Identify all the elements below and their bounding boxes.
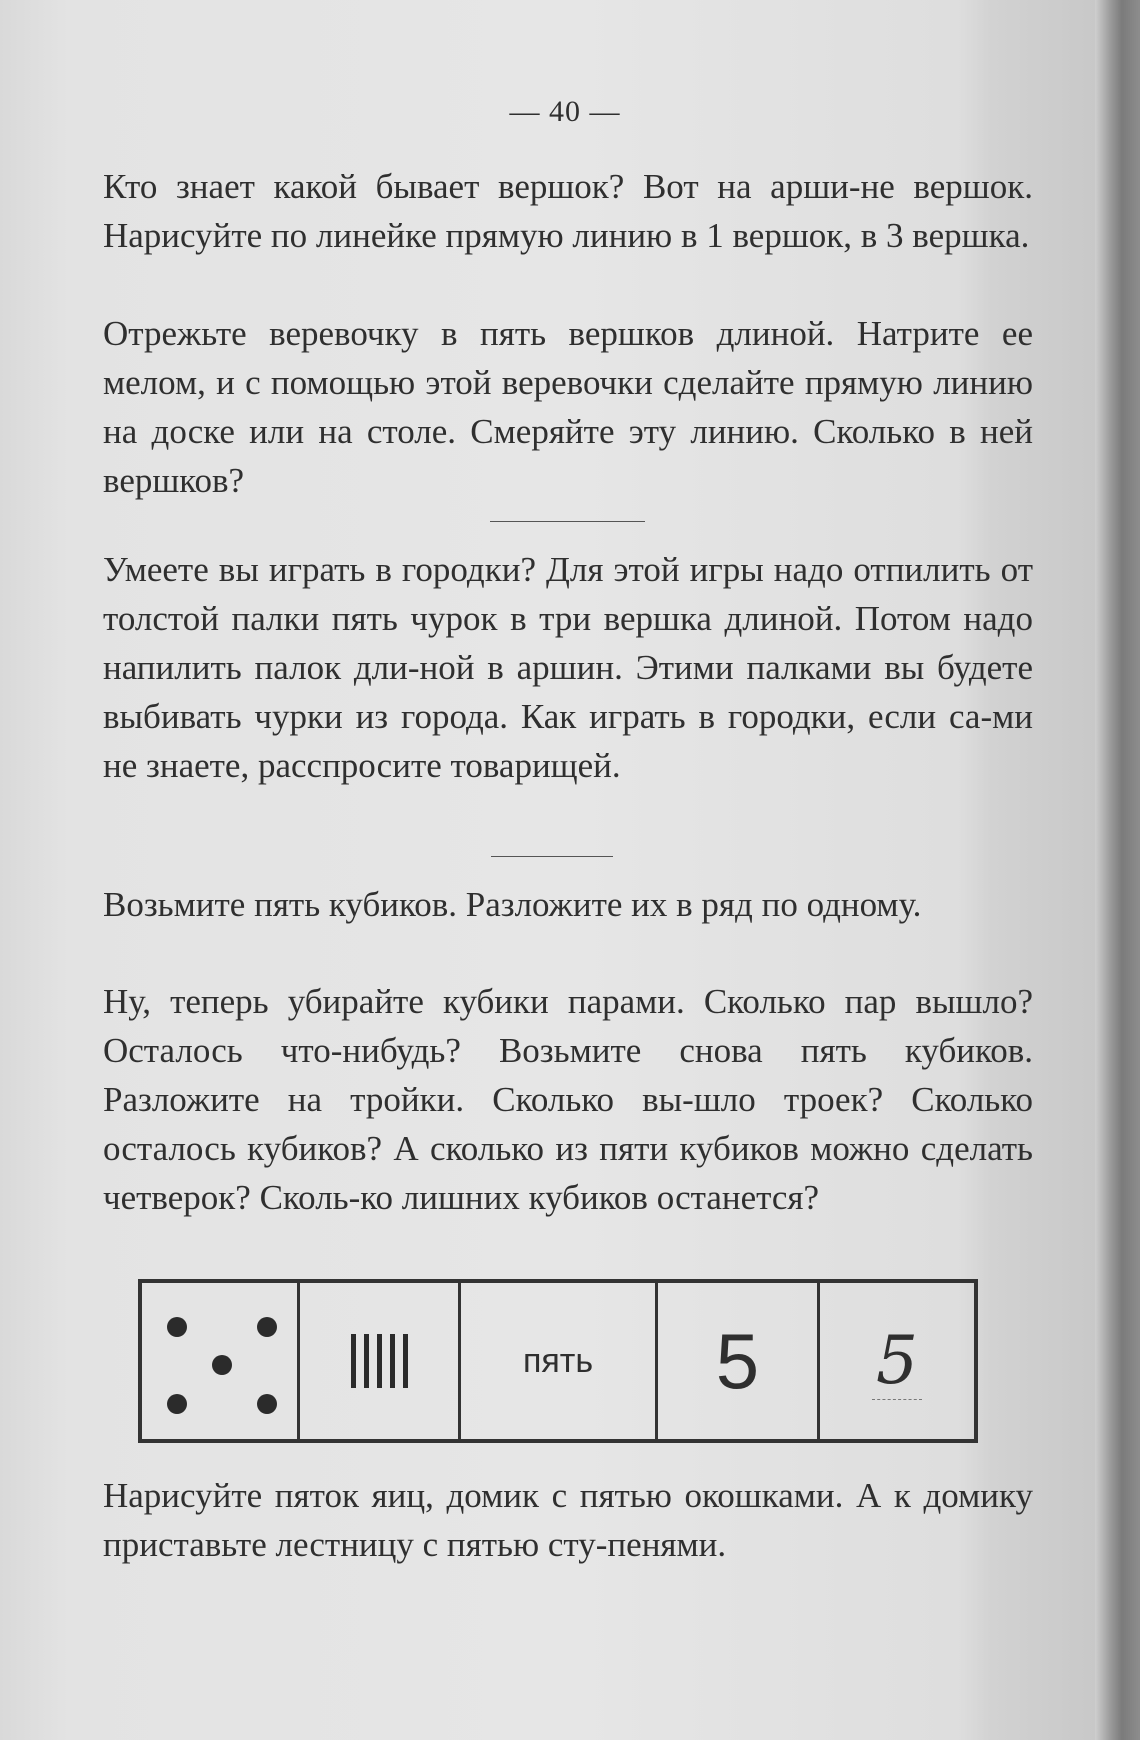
paragraph-drawing-task: Нарисуйте пяток яиц, домик с пятью окошками. А к домику приставьте лестницу с пятью сту-пенями. — [103, 1476, 1033, 1564]
section-divider — [491, 856, 613, 857]
page-number: — 40 — — [509, 95, 621, 128]
paragraph-gorodki: Умеете вы играть в городки? Для этой игры надо отпилить от толстой палки пять чурок в три вершка длиной. Потом надо напилить палок дли-ной в аршин. Этими палками вы будете выбивать чурки из города. Как играть в городки, если са-ми не знаете, расспросите товарищей. — [103, 550, 1033, 785]
dice-dot — [257, 1394, 277, 1414]
word-cell — [461, 1283, 658, 1439]
page-edge-shadow — [1095, 0, 1140, 1740]
printed-numeral-cell — [658, 1283, 820, 1439]
tally-mark — [377, 1334, 382, 1388]
paragraph-vershok: Кто знает какой бывает вершок? Вот на арши-не вершок. Нарисуйте по линейке прямую линию в 1 вершок, в 3 вершка. — [103, 167, 1033, 255]
handwritten-numeral: 5 — [872, 1322, 922, 1400]
section-divider — [490, 521, 645, 522]
tally-mark — [351, 1334, 356, 1388]
tally-mark — [403, 1334, 408, 1388]
paragraph-rope: Отрежьте веревочку в пять вершков длиной. Натрите ее мелом, и с помощью этой веревочки сделайте прямую линию на доске или на столе. Смеряйте эту линию. Сколько в ней вершков? — [103, 314, 1033, 500]
dice-dot — [167, 1394, 187, 1414]
handwritten-numeral-cell — [820, 1283, 974, 1439]
tally-mark — [390, 1334, 395, 1388]
number-word: пять — [522, 1341, 594, 1380]
dice-dot — [212, 1355, 232, 1375]
dice-dot — [167, 1317, 187, 1337]
number-five-table — [138, 1279, 978, 1443]
dice-dot — [257, 1317, 277, 1337]
tally-marks-cell — [300, 1283, 461, 1439]
dice-five-cell — [142, 1283, 300, 1439]
printed-numeral: 5 — [715, 1316, 760, 1405]
paragraph-cubes: Возьмите пять кубиков. Разложите их в ряд по одному. — [103, 885, 922, 924]
paragraph-pairs: Ну, теперь убирайте кубики парами. Сколько пар вышло? Осталось что-нибудь? Возьмите снова пять кубиков. Разложите на тройки. Сколько вы-шло троек? Сколько осталось кубиков? А сколько из пяти кубиков можно сделать четверок? Сколь-ко лишних кубиков останется? — [103, 982, 1033, 1217]
tally-mark — [364, 1334, 369, 1388]
